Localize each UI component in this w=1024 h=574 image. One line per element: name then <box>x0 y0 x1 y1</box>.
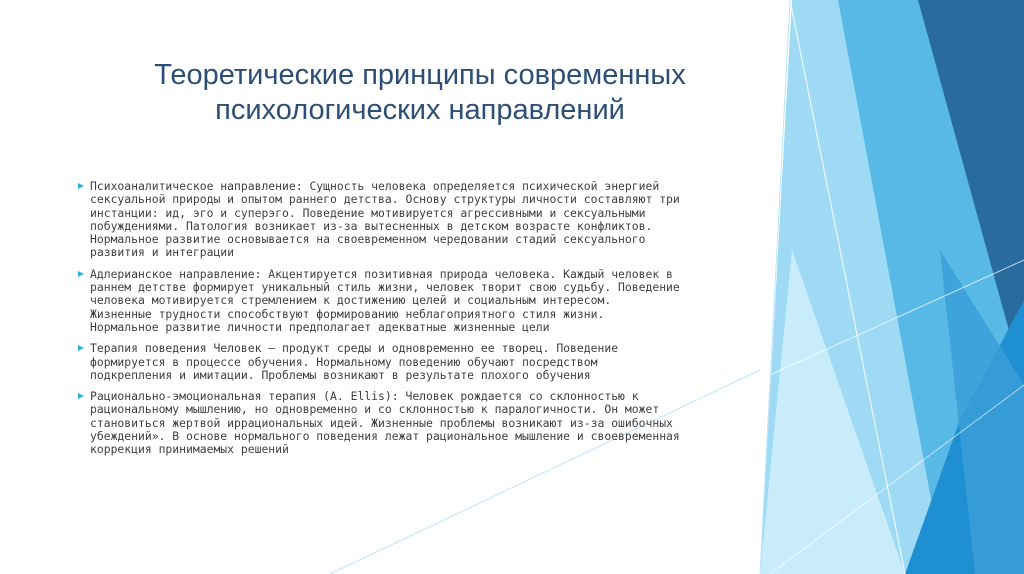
bullet-arrow-icon <box>78 393 84 399</box>
bullet-item-behavior-therapy <box>90 342 780 382</box>
bullet-line: Нормальное развитие личности предполагает адекватные жизненные цели <box>90 319 550 334</box>
bullet-line: побуждениями. Патология возникает из-за вытесненных в детском возрасте конфликтов. <box>90 218 653 233</box>
title-line-2: психологических направлений <box>215 94 625 126</box>
bullet-line: инстанции: ид, эго и суперэго. Поведение мотивируется агрессивными и сексуальными <box>90 205 646 220</box>
bullet-line: формируется в процессе обучения. Нормальному поведению обучают посредством <box>90 354 598 369</box>
bullet-line: коррекция принимаемых решений <box>90 442 289 457</box>
bullet-item-psychoanalytic <box>90 180 780 260</box>
bullet-line: Жизненные трудности способствуют формированию неблагоприятного стиля жизни. <box>90 306 605 321</box>
bullet-arrow-icon <box>78 345 84 351</box>
bullet-arrow-icon <box>78 183 84 189</box>
bullet-arrow-icon <box>78 271 84 277</box>
bullet-line: убеждений». В основе нормального поведения лежат рациональное мышление и своевременная <box>90 429 680 444</box>
bullet-item-rational-emotive <box>90 390 780 456</box>
slide-title <box>70 58 770 128</box>
bullet-item-adlerian <box>90 268 780 334</box>
bullet-line: подкрепления и имитации. Проблемы возникают в результате плохого обучения <box>90 367 591 382</box>
bullet-line: Психоаналитическое направление: Сущность человека определяется психической энергией <box>90 179 660 193</box>
bullet-line: рациональному мышлению, но одновременно и со склонностью к паралогичности. Он может <box>90 402 660 417</box>
bullet-line: человека мотивируется стремлением к достижению целей и социальным интересом. <box>90 293 612 308</box>
title-line-1: Теоретические принципы современных <box>154 59 686 91</box>
bullet-line: Терапия поведения Человек — продукт среды и одновременно ее творец. Поведение <box>90 341 619 356</box>
bullet-list <box>90 180 780 465</box>
bullet-line: становиться жертвой иррациональных идей. Жизненные проблемы возникают из-за ошибочных <box>90 415 673 430</box>
bullet-line: Нормальное развитие основывается на своевременном чередовании стадий сексуального <box>90 232 646 247</box>
bullet-line: Адлерианское направление: Акцентируется позитивная природа человека. Каждый человек в <box>90 266 673 281</box>
bullet-line: раннем детстве формирует уникальный стиль жизни, человек творит свою судьбу. Поведение <box>90 280 680 295</box>
bullet-line: сексуальной природы и опытом раннего детства. Основу структуры личности составляют три <box>90 192 680 207</box>
bullet-line: развития и интеграции <box>90 245 235 260</box>
bullet-line: Рационально-эмоциональная терапия (A. Ellis): Человек рождается со склонностью к <box>90 389 639 404</box>
